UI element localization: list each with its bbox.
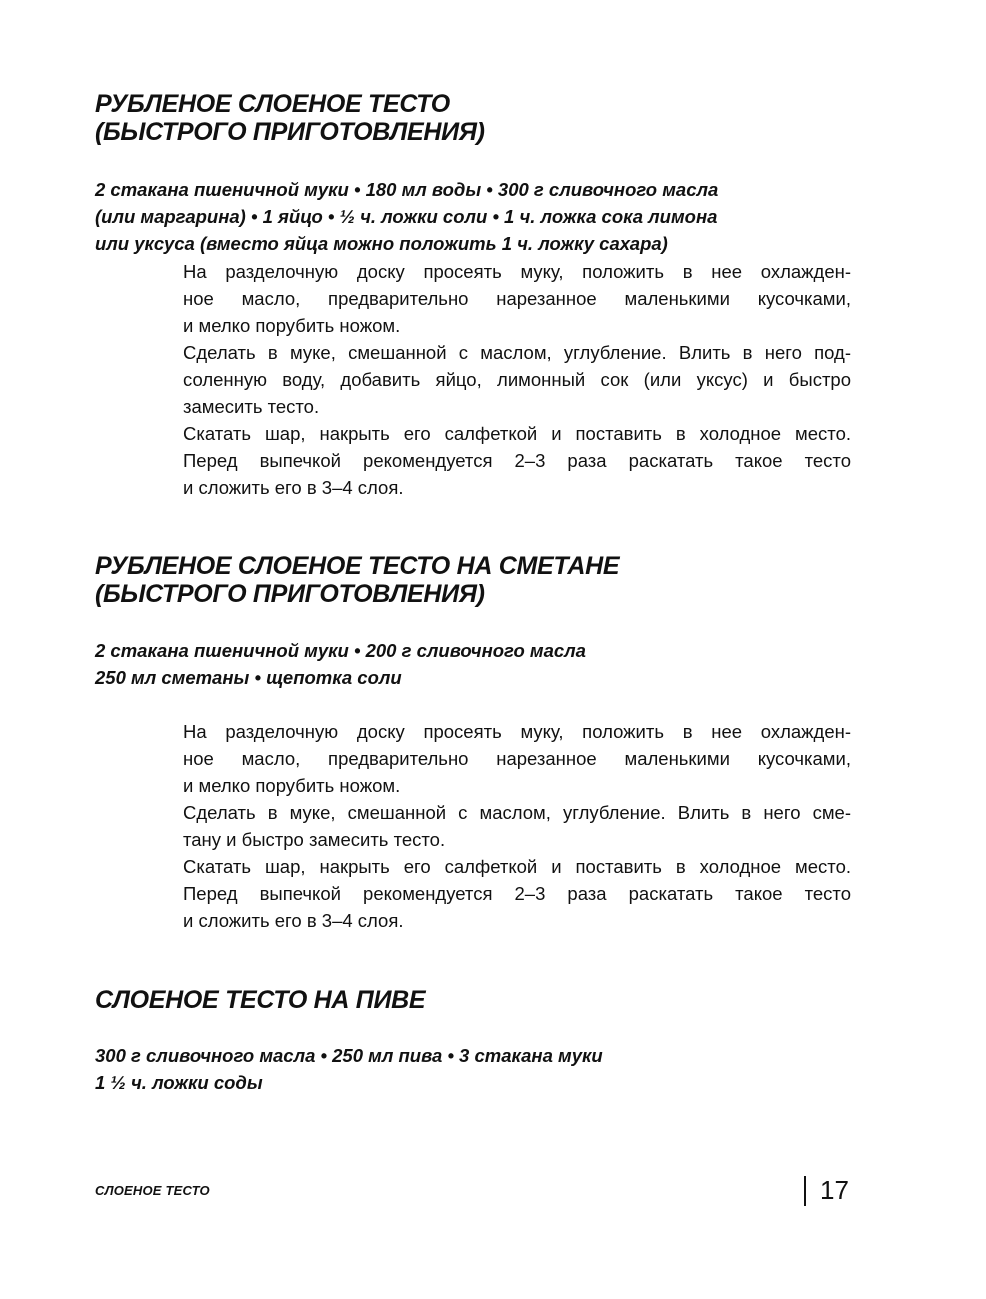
instruction-line: Сделать в муке, смешанной с маслом, углубление. Влить в него сме- (183, 802, 851, 823)
instruction-line: На разделочную доску просеять муку, положить в нее охлажден- (183, 261, 851, 282)
footer-divider (804, 1176, 806, 1206)
instruction-line: соленную воду, добавить яйцо, лимонный сок (или уксус) и быстро (183, 369, 851, 390)
instruction-line: Перед выпечкой рекомендуется 2–3 раза раскатать такое тесто (183, 883, 851, 904)
recipe-3-ingredients (95, 1042, 895, 1096)
instruction-line: и сложить его в 3–4 слоя. (183, 477, 404, 498)
instruction-line: тану и быстро замесить тесто. (183, 829, 446, 850)
instruction-line: и мелко порубить ножом. (183, 315, 401, 336)
instruction-line: ное масло, предварительно нарезанное маленькими кусочками, (183, 748, 851, 769)
running-footer-section: СЛОЕНОЕ ТЕСТО (95, 1183, 210, 1198)
title-line: (БЫСТРОГО ПРИГОТОВЛЕНИЯ) (95, 580, 485, 608)
title-line: РУБЛЕНОЕ СЛОЕНОЕ ТЕСТО (95, 90, 450, 118)
instruction-line: и мелко порубить ножом. (183, 775, 401, 796)
instruction-line: Скатать шар, накрыть его салфеткой и поставить в холодное место. (183, 423, 851, 444)
ingredients-line: 1 ½ ч. ложки соды (95, 1072, 263, 1093)
instruction-line: На разделочную доску просеять муку, положить в нее охлажден- (183, 721, 851, 742)
instruction-line: Скатать шар, накрыть его салфеткой и поставить в холодное место. (183, 856, 851, 877)
title-line: (БЫСТРОГО ПРИГОТОВЛЕНИЯ) (95, 118, 485, 146)
instruction-line: Сделать в муке, смешанной с маслом, углубление. Влить в него под- (183, 342, 851, 363)
recipe-1-ingredients (95, 176, 895, 257)
ingredients-line: 2 стакана пшеничной муки • 200 г сливочного масла (95, 640, 586, 661)
instruction-line: и сложить его в 3–4 слоя. (183, 910, 404, 931)
recipe-2-instructions (183, 718, 851, 934)
recipe-1-title (95, 90, 895, 146)
recipe-3-title (95, 986, 895, 1014)
recipe-2-ingredients (95, 637, 895, 691)
recipe-1-instructions (183, 258, 851, 501)
ingredients-line: 2 стакана пшеничной муки • 180 мл воды • 300 г сливочного масла (95, 179, 719, 200)
ingredients-line: или уксуса (вместо яйца можно положить 1 ч. ложку сахара) (95, 233, 668, 254)
instruction-line: Перед выпечкой рекомендуется 2–3 раза раскатать такое тесто (183, 450, 851, 471)
page-number: 17 (820, 1175, 849, 1205)
title-line: РУБЛЕНОЕ СЛОЕНОЕ ТЕСТО НА СМЕТАНЕ (95, 552, 620, 580)
recipe-2-title (95, 552, 895, 608)
ingredients-line: 300 г сливочного масла • 250 мл пива • 3 стакана муки (95, 1045, 603, 1066)
instruction-line: замесить тесто. (183, 396, 320, 417)
ingredients-line: 250 мл сметаны • щепотка соли (95, 667, 402, 688)
instruction-line: ное масло, предварительно нарезанное маленькими кусочками, (183, 288, 851, 309)
title-line: СЛОЕНОЕ ТЕСТО НА ПИВЕ (95, 986, 426, 1014)
ingredients-line: (или маргарина) • 1 яйцо • ½ ч. ложки соли • 1 ч. ложка сока лимона (95, 206, 718, 227)
